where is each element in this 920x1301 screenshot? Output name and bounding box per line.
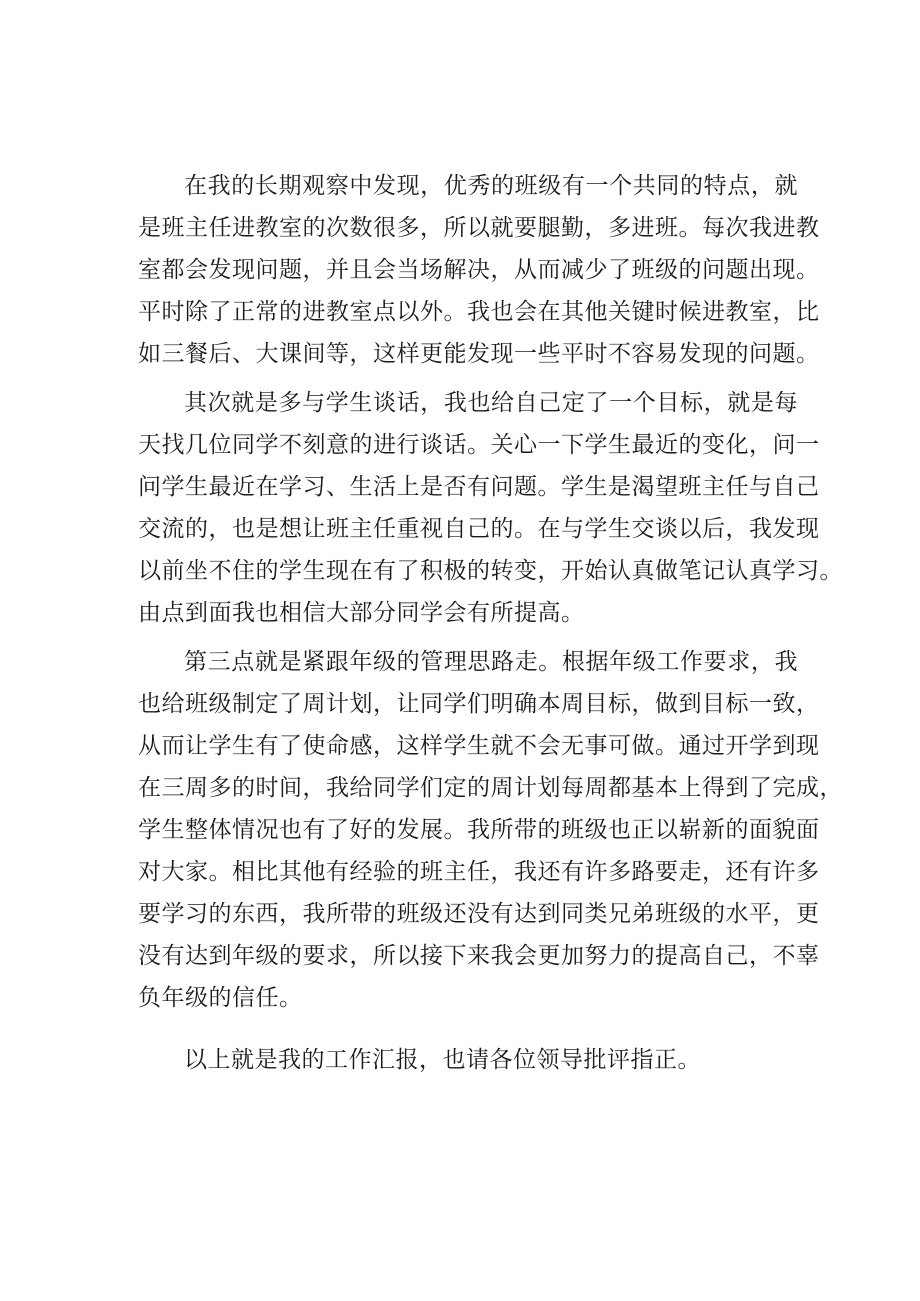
paragraph-line: 在三周多的时间，我给同学们定的周计划每周都基本上得到了完成， [138,775,843,801]
paragraph-line: 问学生最近在学习、生活上是否有问题。学生是渴望班主任与自己 [138,474,820,500]
paragraph-line: 室都会发现问题，并且会当场解决，从而减少了班级的问题出现。 [138,257,820,283]
paragraph-line: 其次就是多与学生谈话，我也给自己定了一个目标，就是每 [184,390,798,416]
paragraph-line: 负年级的信任。 [138,985,303,1011]
paragraph-line: 交流的，也是想让班主任重视自己的。在与学生交谈以后，我发现 [138,516,820,542]
paragraph-line: 平时除了正常的进教室点以外。我也会在其他关键时候进教室，比 [138,299,820,325]
paragraph-line: 是班主任进教室的次数很多，所以就要腿勤，多进班。每次我进教 [138,215,820,241]
paragraph-line: 从而让学生有了使命感，这样学生就不会无事可做。通过开学到现 [138,733,820,759]
paragraph-line: 在我的长期观察中发现，优秀的班级有一个共同的特点，就 [184,173,798,199]
paragraph-line: 如三餐后、大课间等，这样更能发现一些平时不容易发现的问题。 [138,341,820,367]
paragraph-line: 第三点就是紧跟年级的管理思路走。根据年级工作要求，我 [184,649,798,675]
paragraph-line: 以前坐不住的学生现在有了积极的转变，开始认真做笔记认真学习。 [138,558,843,584]
closing-line: 以上就是我的工作汇报，也请各位领导批评指正。 [184,1047,701,1073]
paragraph-line: 学生整体情况也有了好的发展。我所带的班级也正以崭新的面貌面 [138,817,820,843]
paragraph-line: 由点到面我也相信大部分同学会有所提高。 [138,600,585,626]
paragraph-line: 对大家。相比其他有经验的班主任，我还有许多路要走，还有许多 [138,859,820,885]
paragraph-line: 要学习的东西，我所带的班级还没有达到同类兄弟班级的水平，更 [138,901,820,927]
paragraph-line: 天找几位同学不刻意的进行谈话。关心一下学生最近的变化，问一 [138,432,820,458]
paragraph-line: 没有达到年级的要求，所以接下来我会更加努力的提高自己，不辜 [138,943,820,969]
paragraph-line: 也给班级制定了周计划，让同学们明确本周目标，做到目标一致， [138,691,820,717]
